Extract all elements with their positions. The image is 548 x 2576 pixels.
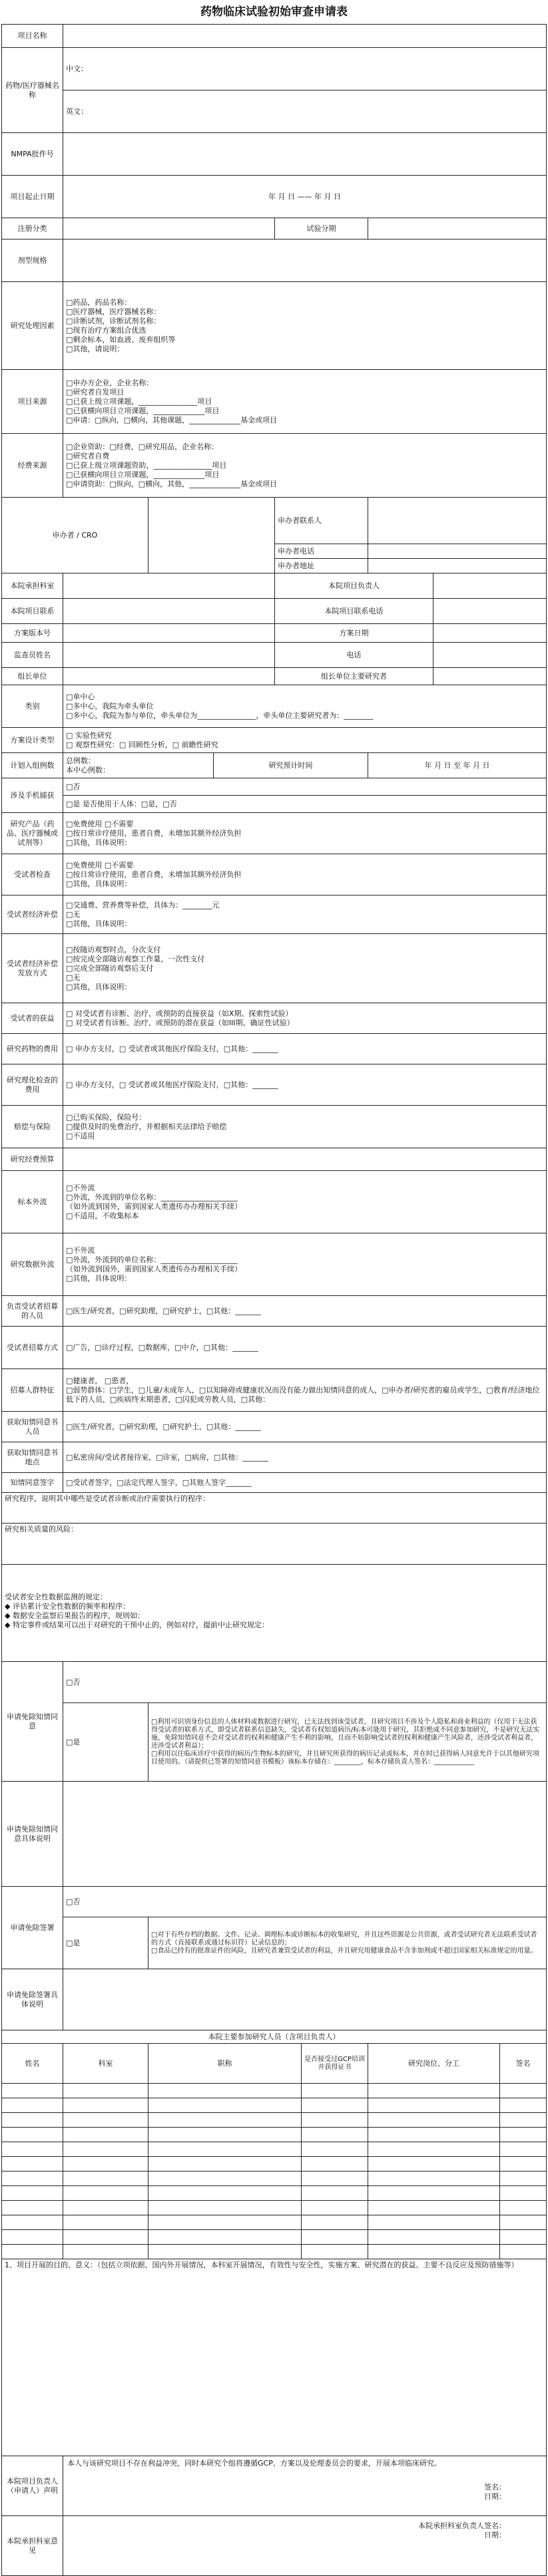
dosage-label: 剂型规格 [2,240,63,282]
row-dates [2,176,547,218]
row-sign-waiver-no [2,1887,547,1917]
row-consent-place [2,1442,547,1473]
en-label: 英文： [66,106,88,116]
team-cell[interactable] [368,2245,500,2259]
row-pi-statement [2,2456,547,2516]
nmpa-field[interactable] [63,133,547,176]
row-source [2,370,547,434]
team-cell[interactable] [2,2186,63,2201]
sponsor-address-field[interactable] [368,559,547,573]
team-cell[interactable] [63,2186,148,2201]
row-factors [2,282,547,370]
product-options[interactable]: □免费使用 □不需要 □按日常诊疗使用，患者自费，未增加其额外经济负担 □其他，具体说明： [63,813,547,854]
waiver-no-option[interactable]: □否 [63,1662,547,1703]
row-waiver-no [2,1662,547,1703]
row-sample [2,1171,547,1233]
team-header-row [2,2044,547,2084]
row-registration [2,218,547,240]
team-cell[interactable] [63,2230,148,2245]
team-cell[interactable] [368,2142,500,2157]
team-cell[interactable] [500,2084,547,2098]
row-recruit-method [2,1327,547,1369]
row-gene-no [2,778,547,796]
application-form [1,24,547,2576]
team-cell[interactable] [148,2245,302,2259]
team-cell[interactable] [500,2215,547,2230]
contact-label: 本院项目联系 [2,599,63,624]
team-cell[interactable] [148,2186,302,2201]
row-leader [2,668,547,685]
team-cell[interactable] [368,2186,500,2201]
team-cell[interactable] [148,2157,302,2172]
source-label: 项目来源 [2,370,63,434]
team-cell[interactable] [63,2245,148,2259]
row-gene-yes [2,796,547,813]
row-method [2,934,547,1003]
team-cell[interactable] [500,2186,547,2201]
insurance-label: 赔偿与保险 [2,1106,63,1148]
team-cell[interactable] [302,2084,368,2098]
team-cell[interactable] [302,2201,368,2215]
team-cell[interactable] [2,2113,63,2128]
project-name-label: 项目名称 [2,25,63,48]
waiver-explain-field[interactable] [63,1782,547,1887]
sponsor-contact-label: 申办者联系人 [275,498,368,544]
sponsor-contact-field[interactable] [368,498,547,544]
team-cell[interactable] [302,2186,368,2201]
team-cell[interactable] [368,2201,500,2215]
design-options[interactable]: □ 实验性研究 □ 观察性研究：□ 回顾性分析，□ 前瞻性研究 [63,728,547,753]
team-col-title: 职称 [148,2044,302,2084]
team-cell[interactable] [2,2245,63,2259]
version-label: 方案版本号 [2,624,63,643]
pi-statement-cell[interactable] [63,2456,547,2516]
team-cell[interactable] [368,2084,500,2098]
row-benefit [2,1003,547,1034]
team-cell[interactable] [63,2128,148,2142]
team-cell[interactable] [148,2172,302,2186]
drug-cost-label: 研究药物的费用 [2,1034,63,1064]
team-cell[interactable] [148,2230,302,2245]
row-budget [2,1148,547,1171]
row-consent-sign [2,1473,547,1493]
team-cell[interactable] [2,2098,63,2113]
team-cell[interactable] [63,2113,148,2128]
funding-label: 经费来源 [2,434,63,498]
benefit-label: 受试者的获益 [2,1003,63,1034]
row-recruiter [2,1296,547,1327]
row-contact [2,599,547,624]
population-label: 招募人群特征 [2,1369,63,1412]
consent-sign-options[interactable]: □受试者签字，□法定代理人签字，□其他人签字_______ [63,1473,547,1493]
row-risk [2,1524,547,1565]
row-version [2,624,547,643]
drug-name-label: 药物/医疗器械名称 [2,48,63,133]
team-cell[interactable] [302,2172,368,2186]
team-title: 本院主要参加研究人员（含项目负责人） [2,2030,547,2044]
row-procedure [2,1493,547,1524]
row-product [2,813,547,854]
consent-place-options[interactable]: □私密房间/受试者接待室，□诊室，□病房，□其他：_______ [63,1442,547,1473]
monitor-label: 监查员姓名 [2,643,63,668]
team-cell[interactable] [500,2201,547,2215]
sign-waiver-label: 申请免除签署 [2,1887,63,1969]
team-cell[interactable] [148,2215,302,2230]
table-row [2,2201,547,2215]
method-options[interactable]: □按随访观察时点，分次支付 □按完成全部随访观察工作量，一次性支付 □完成全部随访观察后支付 □无 □其他，具体说明： [63,934,547,1003]
team-cell[interactable] [63,2215,148,2230]
team-cell[interactable] [368,2215,500,2230]
team-cell[interactable] [302,2113,368,2128]
team-col-dept: 科室 [63,2044,148,2084]
contact-field[interactable] [63,599,275,624]
contact-phone-label: 本院项目联系电话 [275,599,433,624]
subsidy-options[interactable]: □交通费、营养费等补偿，具体为：________元 □无 □其他，具体说明： [63,895,547,934]
sign-waiver-conditions[interactable]: □对于有些存档的数据、文件、记录、调理标本或诊断标本的收集研究，并且这些资源是公共资源，或者受试研究者无法联系受试者的方式（直接联系或通过标识符）记录信息的； □食品已持有的批准证件的风险，且研究者兼管受试者的利益，并且研究用健康食品不含非加剂或不超过国家相关标准规定的用量。 [148,1917,547,1969]
team-cell[interactable] [63,2084,148,2098]
data-safety-note[interactable]: 受试者安全性数据监测的规定： ◆ 评估累计安全性数据的频率和程序： ◆ 数据安全监察后果报告的程序，规则如： ◆ 特定事件或结果可以出于对研究的干预中止的，例如对疗，提前中止研究规定： [2,1565,547,1662]
table-row [2,2098,547,2113]
sponsor-phone-label: 申办者电话 [275,544,368,559]
category-label: 类别 [2,685,63,728]
team-cell[interactable] [148,2113,302,2128]
team-cell[interactable] [368,2157,500,2172]
row-sign-waiver-yes [2,1917,547,1969]
table-row [2,2157,547,2172]
budget-label: 研究经费预算 [2,1148,63,1171]
team-col-sign: 签名 [500,2044,547,2084]
team-cell[interactable] [2,2142,63,2157]
team-cell[interactable] [302,2098,368,2113]
phase-label: 试验分期 [275,218,368,240]
sign-waiver-explain-label: 申请免除签署具体说明 [2,1969,63,2030]
team-cell[interactable] [2,2230,63,2245]
pi-signature-line: 签名： 日期： [484,2483,506,2501]
table-row [2,2142,547,2157]
dosage-field[interactable] [63,240,547,282]
nmpa-label: NMPA批件号 [2,133,63,176]
dates-field[interactable]: 年 月 日 —— 年 月 日 [63,176,547,218]
table-row [2,2128,547,2142]
purpose-note[interactable]: 1、项目开展的目的、意义：（包括立项依据、国内外开展情况，本科室开展情况，有效性与安全性，实施方案、研究潜在的获益、主要不良反应及预防措施等） [2,2259,547,2456]
consent-sign-label: 知情同意签字 [2,1473,63,1493]
sign-waiver-yes-option[interactable]: □是 [63,1917,148,1969]
source-options[interactable]: □申办方企业，企业名称： □研究者自发项目 □已获上级立项课题，________________项目 □已获横向项目立项课题，______________项目 □申请：□纵向，□横向，其他课题，______________基金或项目 [63,370,547,434]
exam-cost-options[interactable]: □ 申办方支付，□ 受试者或其他医疗保险支付，□其他：_______ [63,1064,547,1106]
recruit-method-options[interactable]: □广告，□诊疗过程，□数据库，□中介，□其他：_______ [63,1327,547,1369]
sample-options[interactable]: □不外流 □外流，外流到的单位名称：_____________________ （如外流到国外，需到国家人类遗传办办理相关手续） □不适用，不收集标本 [63,1171,547,1233]
row-dosage [2,240,547,282]
check-options[interactable]: □免费使用 □不需要 □按日常诊疗使用，患者自费，未增加其额外经济负担 □其他，具体说明： [63,854,547,895]
row-sign-waiver-explain [2,1969,547,2030]
monitor-phone-label: 电话 [275,643,433,668]
recruiter-label: 负责受试者招募的人员 [2,1296,63,1327]
row-project-name [2,25,547,48]
team-cell[interactable] [500,2157,547,2172]
row-data-out [2,1233,547,1296]
consent-person-options[interactable]: □医生/研究者，□研究助理，□研究护士，□其他：_______ [63,1412,547,1442]
phase-field[interactable] [368,218,547,240]
row-insurance [2,1106,547,1148]
team-cell[interactable] [2,2128,63,2142]
procedure-note[interactable]: 研究程序，说明其中哪些是受试者诊断或治疗需要执行的程序： [2,1493,547,1524]
version-field[interactable] [63,624,275,643]
method-label: 受试者经济补偿发放方式 [2,934,63,1003]
data-out-options[interactable]: □不外流 □外流，外流到的单位名称：_____________________ （如外流到国外，需到国家人类遗传办办理相关手续） □其他，具体说明： [63,1233,547,1296]
page-title: 药物临床试验初始审查申请表 [200,5,348,19]
team-cell[interactable] [368,2128,500,2142]
sponsor-name-field[interactable] [148,498,275,573]
row-exam-cost [2,1064,547,1106]
row-purpose [2,2259,547,2456]
cn-label: 中文： [66,64,88,73]
row-waiver-explain [2,1782,547,1887]
factors-options[interactable]: □药品，药品名称： □医疗器械，医疗器械名称： □诊断试剂，诊断试剂名称： □现有治疗方案组合优选 □剩余标本，如血液、废弃组织等 □其他，请说明： [63,282,547,370]
subsidy-label: 受试者经济补偿 [2,895,63,934]
team-col-name: 姓名 [2,2044,63,2084]
row-drug-en [2,90,547,133]
team-cell[interactable] [148,2098,302,2113]
sign-waiver-explain-field[interactable] [63,1969,547,2030]
category-options[interactable]: □单中心 □多中心，我院为牵头单位 □多中心，我院为参与单位，牵头单位为________________，牵头单位主要研究者为：________ [63,685,547,728]
team-cell[interactable] [2,2201,63,2215]
team-cell[interactable] [500,2245,547,2259]
sponsor-phone-field[interactable] [368,544,547,559]
team-cell[interactable] [500,2142,547,2157]
team-cell[interactable] [148,2142,302,2157]
team-col-role: 研究岗位、分工 [368,2044,500,2084]
contact-phone-field[interactable] [433,599,547,624]
waiver-explain-label: 申请免除知情同意具体说明 [2,1782,63,1887]
reg-class-label: 注册分类 [2,218,63,240]
plan-time-field[interactable]: 年 月 日 至 年 月 日 [368,753,547,778]
team-cell[interactable] [302,2215,368,2230]
row-data-safety [2,1565,547,1662]
drug-name-cn-field[interactable] [63,48,547,90]
team-cell[interactable] [302,2128,368,2142]
consent-place-label: 获取知情同意书地点 [2,1442,63,1473]
gene-label: 涉及手机捕获 [2,778,63,813]
row-sponsor-contact [2,498,547,544]
undertaker-label: 本院承担科室 [2,573,63,599]
team-col-gcp: 是否接受过GCP培训并获得证书 [302,2044,368,2084]
table-row [2,2215,547,2230]
project-name-field[interactable] [63,25,547,48]
dept-opinion-field[interactable]: 本院承担科室负责人签名： 日期： [63,2516,547,2576]
team-cell[interactable] [500,2098,547,2113]
table-row [2,2245,547,2259]
team-cell[interactable] [500,2113,547,2128]
plan-field[interactable]: 总例数： 本中心例数： [63,753,214,778]
row-team-title [2,2030,547,2044]
team-cell[interactable] [368,2098,500,2113]
product-label: 研究产品（药品、医疗器械或试剂等） [2,813,63,854]
data-out-label: 研究数据外流 [2,1233,63,1296]
row-category [2,685,547,728]
team-cell[interactable] [368,2230,500,2245]
factors-label: 研究处理因素 [2,282,63,370]
team-cell[interactable] [302,2230,368,2245]
row-nmpa [2,133,547,176]
insurance-options[interactable]: □已购买保险，保险号： □提供及时的免费治疗，并根据相关法律给予赔偿 □不适用 [63,1106,547,1148]
row-monitor [2,643,547,668]
waiver-label: 申请免除知情同意 [2,1662,63,1782]
gene-yes-option[interactable]: □是 是否使用于人体：□是，□否 [63,796,547,813]
table-row [2,2230,547,2245]
reg-class-field[interactable] [63,218,275,240]
plan-time-label: 研究预计时间 [214,753,368,778]
sign-waiver-no-option[interactable]: □否 [63,1887,547,1917]
row-waiver-yes [2,1703,547,1782]
plan-label: 计划入组例数 [2,753,63,778]
team-cell[interactable] [500,2230,547,2245]
monitor-phone-field[interactable] [433,643,547,668]
team-cell[interactable] [63,2142,148,2157]
population-options[interactable]: □健康者， □患者， □弱势群体：□学生，□儿童/未成年人，□以知障碍或健康状况而没有能力做出知情同意的成人，□申办者/研究者的雇员或学生，□教育/经济地位低下的人员，□疾病终末期患者，□囚犯或劳教人员，□其他： [63,1369,547,1412]
leader-pi-label: 组长单位主要研究者 [275,668,433,685]
gene-no-option[interactable]: □否 [63,778,547,796]
table-row [2,2186,547,2201]
pi-label: 本院项目负责人 [275,573,433,599]
leader-label: 组长单位 [2,668,63,685]
monitor-field[interactable] [63,643,275,668]
team-cell[interactable] [63,2201,148,2215]
sample-label: 标本外流 [2,1171,63,1233]
team-cell[interactable] [368,2113,500,2128]
exam-cost-label: 研究理化检查的费用 [2,1064,63,1106]
table-row [2,2172,547,2186]
pi-statement-text: 本人与该研究项目不存在利益冲突，同时本研究个组将遵循GCP、方案以及伦理委员会的要求，开展本项临床研究。 [67,2459,441,2468]
table-row [2,2113,547,2128]
waiver-yes-conditions[interactable]: □利用可识别身份信息的人体材料或数据进行研究，已无法找到该受试者，且研究项目不涉及个人隐私和商业利益的（仅用于无法获得受试者的联系方式，即受试者联系信息缺失，受试者有权知道病历/标本可能用于研究，其拒绝或不同意参加研究，不是研究无法实施，免除知情同意不会对受试者的权利和健康产生不利的影响，且而不妨影响受试者的权利和健康产生风险者，还涉受试者利益者，还涉受试者利益）； □利用以往临床诊疗中获得的病历/生物标本的研究，并且研究所获得的病历记录或标本，并在时已获得病人同意允许于以其他研究项目使用的。（请提供已签署的知情同意书模板）该标本存储在：________，标本存储负责人签名：____________ [148,1703,547,1782]
leader-pi-field[interactable] [433,668,547,685]
row-design [2,728,547,753]
row-dept-opinion [2,2516,547,2576]
row-drug-cn [2,48,547,90]
version-date-field[interactable] [433,624,547,643]
undertaker-field[interactable] [63,573,275,599]
team-cell[interactable] [302,2157,368,2172]
team-cell[interactable] [2,2215,63,2230]
team-cell[interactable] [2,2084,63,2098]
team-cell[interactable] [148,2084,302,2098]
row-undertaker [2,573,547,599]
dates-label: 项目起止日期 [2,176,63,218]
drug-name-en-field[interactable] [63,90,547,133]
row-population [2,1369,547,1412]
benefit-options[interactable]: □ 对受试者有诊断、治疗、或预防的直接获益（如X期、探索性试验） □ 对受试者有诊断、治疗、或预防的潜在获益（如III期、确证性试验） [63,1003,547,1034]
team-cell[interactable] [500,2172,547,2186]
team-cell[interactable] [302,2142,368,2157]
design-label: 方案设计类型 [2,728,63,753]
version-date-label: 方案日期 [275,624,433,643]
team-cell[interactable] [302,2245,368,2259]
table-row [2,2084,547,2098]
team-cell[interactable] [2,2157,63,2172]
row-drug-cost [2,1034,547,1064]
recruit-method-label: 受试者招募方式 [2,1327,63,1369]
team-cell[interactable] [2,2172,63,2186]
waiver-yes-option[interactable]: □是 [63,1703,148,1782]
team-cell[interactable] [63,2157,148,2172]
consent-person-label: 获取知情同意书人员 [2,1412,63,1442]
row-check [2,854,547,895]
sponsor-address-label: 申办者地址 [275,559,368,573]
row-plan [2,753,547,778]
team-cell[interactable] [500,2128,547,2142]
drug-cost-options[interactable]: □ 申办方支付，□ 受试者或其他医疗保险支付，□其他：_______ [63,1034,547,1064]
team-cell[interactable] [63,2098,148,2113]
row-subsidy [2,895,547,934]
risk-note[interactable]: 研究相关质量的风险： [2,1524,547,1565]
check-label: 受试者检查 [2,854,63,895]
team-cell[interactable] [368,2172,500,2186]
team-cell[interactable] [148,2128,302,2142]
sponsor-label: 申办者 / CRO [2,498,148,573]
pi-statement-label: 本院项目负责人（申请人）声明 [2,2456,63,2516]
funding-options[interactable]: □企业资助：□经费，□研究用品，企业名称： □研究者自费 □已获上级立项课题资助，________________项目 □已获横向项目立项课题，______________项目 □申请资助：□纵向，□横向，其他，______________基金或项目 [63,434,547,498]
leader-field[interactable] [63,668,275,685]
budget-field[interactable] [63,1148,547,1171]
row-funding [2,434,547,498]
recruiter-options[interactable]: □医生/研究者，□研究助理，□研究护士，□其他：_______ [63,1296,547,1327]
dept-opinion-label: 本院承担科室意见 [2,2516,63,2576]
row-consent-person [2,1412,547,1442]
team-cell[interactable] [148,2201,302,2215]
team-cell[interactable] [63,2172,148,2186]
pi-field[interactable] [433,573,547,599]
